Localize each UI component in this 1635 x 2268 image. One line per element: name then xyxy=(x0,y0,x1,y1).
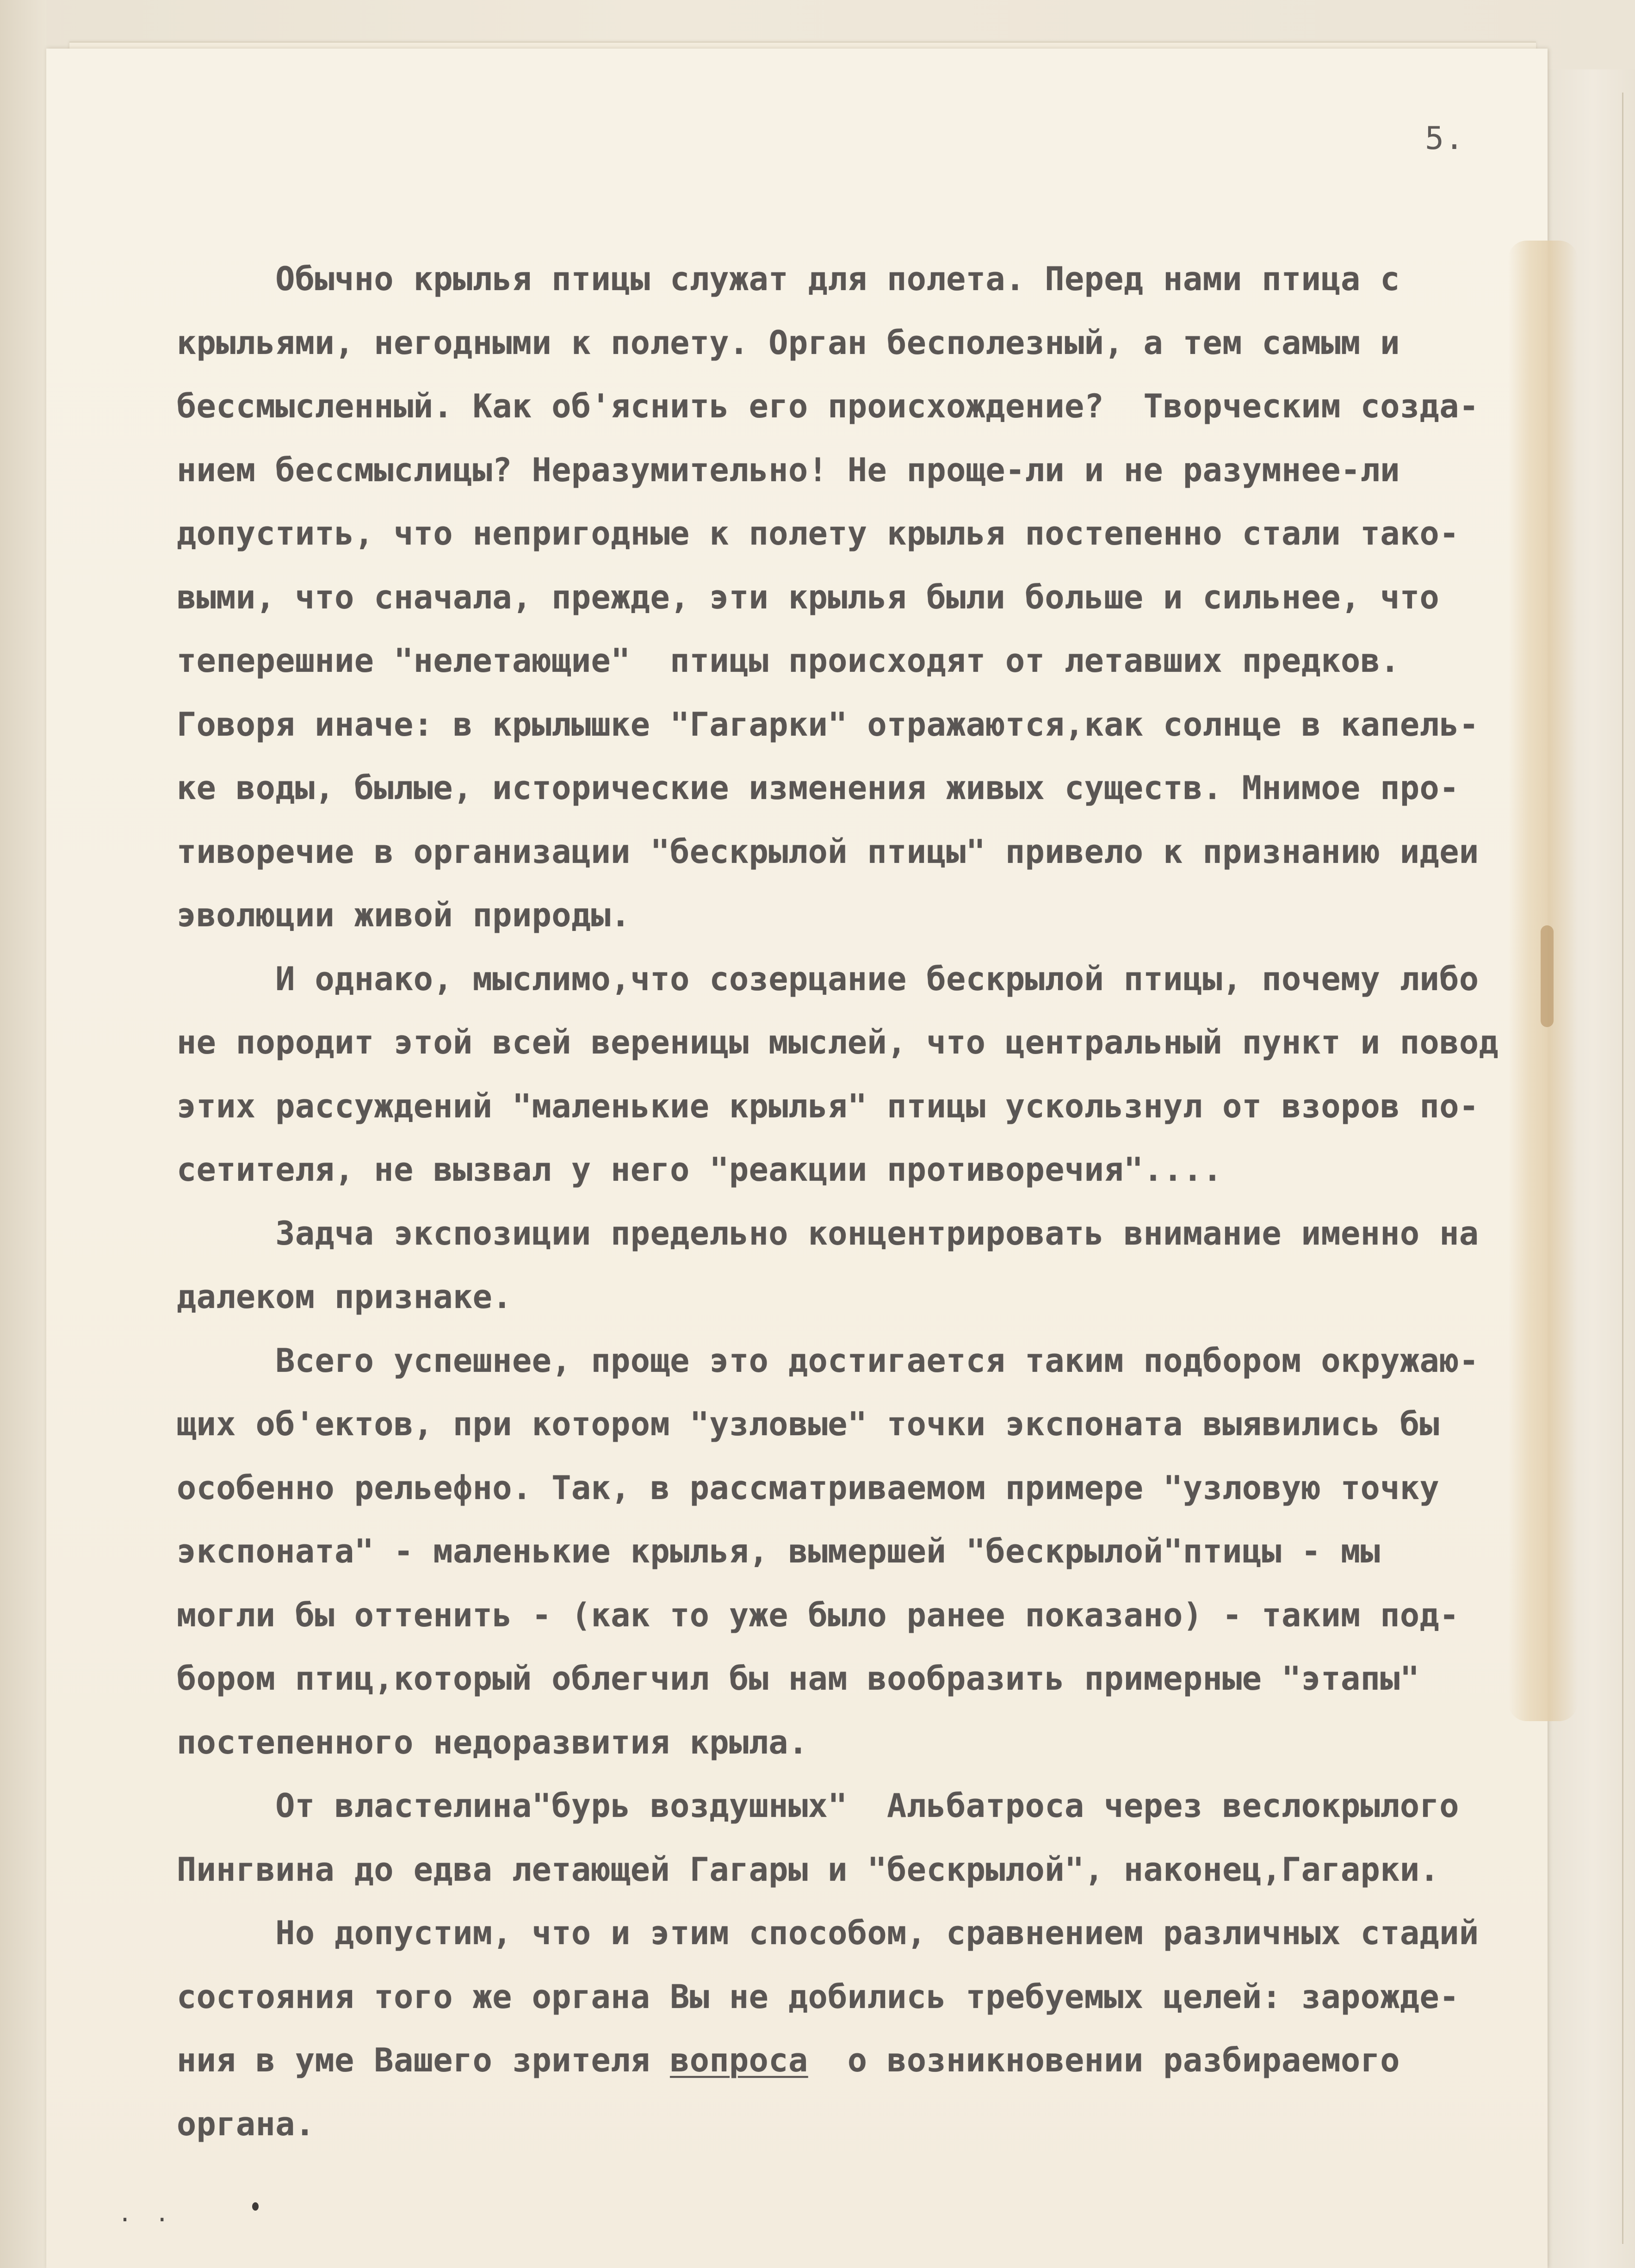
text-line: экспоната" - маленькие крылья, вымершей "бескрылой"птицы - мы xyxy=(177,1532,1381,1570)
text-line: особенно рельефно. Так, в рассматриваемом примере "узловую точку xyxy=(177,1469,1440,1507)
text-line: выми, что сначала, прежде, эти крылья были больше и сильнее, что xyxy=(177,578,1440,616)
text-line: бессмысленный. Как об'яснить его происхождение? Творческим созда- xyxy=(177,387,1479,425)
text-line: ке воды, былые, исторические изменения живых существ. Мнимое про- xyxy=(177,769,1459,807)
text-line xyxy=(177,2029,1518,2093)
text-line: тиворечие в организации "бескрылой птицы" привело к признанию идеи xyxy=(177,832,1479,871)
underlined-word: вопроса xyxy=(670,2041,808,2079)
left-backing-strip xyxy=(0,0,46,2268)
text-line: далеком признаке. xyxy=(177,1278,512,1316)
text-segment: о возникновении разбираемого xyxy=(808,2041,1400,2079)
text-line: эволюции живой природы. xyxy=(177,896,631,934)
text-line: Задча экспозиции предельно концентрировать внимание именно на xyxy=(177,1214,1479,1252)
stain-mark xyxy=(1541,925,1554,1027)
text-line: И однако, мыслимо,что созерцание бескрылой птицы, почему либо xyxy=(177,960,1479,998)
text-line: состояния того же органа Вы не добились требуемых целей: зарожде- xyxy=(177,1977,1459,2016)
typed-text-body xyxy=(177,248,1518,2156)
text-line: этих рассуждений "маленькие крылья" птицы ускользнул от взоров по- xyxy=(177,1087,1479,1125)
text-line: Говоря иначе: в крылышке "Гагарки" отражаются,как солнце в капель- xyxy=(177,705,1479,744)
text-line: не породит этой всей вереницы мыслей, что центральный пункт и повод xyxy=(177,1023,1499,1061)
text-segment: ния в уме Вашего зрителя xyxy=(177,2041,670,2079)
ink-dot xyxy=(252,2202,259,2211)
text-line: От властелина"бурь воздушных" Альбатроса через веслокрылого xyxy=(177,1787,1459,1825)
text-line: постепенного недоразвития крыла. xyxy=(177,1723,808,1761)
footer-marks: . . xyxy=(118,2200,174,2227)
text-line: теперешние "нелетающие" птицы происходят от летавших предков. xyxy=(177,642,1400,680)
backing-edge-line xyxy=(1622,93,1623,2244)
text-line: Пингвина до едва летающей Гагары и "бескрылой", наконец,Гагарки. xyxy=(177,1850,1440,1889)
text-line: крыльями, негодными к полету. Орган бесполезный, а тем самым и xyxy=(177,323,1400,362)
text-line: Обычно крылья птицы служат для полета. Перед нами птица с xyxy=(177,260,1400,298)
text-line: допустить, что непригодные к полету крылья постепенно стали тако- xyxy=(177,514,1459,552)
text-line: сетителя, не вызвал у него "реакции противоречия".... xyxy=(177,1151,1223,1189)
text-line: органа. xyxy=(177,2105,315,2143)
text-line: могли бы оттенить - (как то уже было ранее показано) - таким под- xyxy=(177,1596,1459,1634)
page-number: 5. xyxy=(1425,120,1465,157)
text-line: Но допустим, что и этим способом, сравнением различных стадий xyxy=(177,1914,1479,1952)
text-line: Всего успешнее, проще это достигается таким подбором окружаю- xyxy=(177,1341,1479,1380)
text-line: бором птиц,который облегчил бы нам вообразить примерные "этапы" xyxy=(177,1660,1420,1698)
text-line: щих об'ектов, при котором "узловые" точки экспоната выявились бы xyxy=(177,1405,1440,1443)
text-line: нием бессмыслицы? Неразумительно! Не проще-ли и не разумнее-ли xyxy=(177,451,1400,489)
